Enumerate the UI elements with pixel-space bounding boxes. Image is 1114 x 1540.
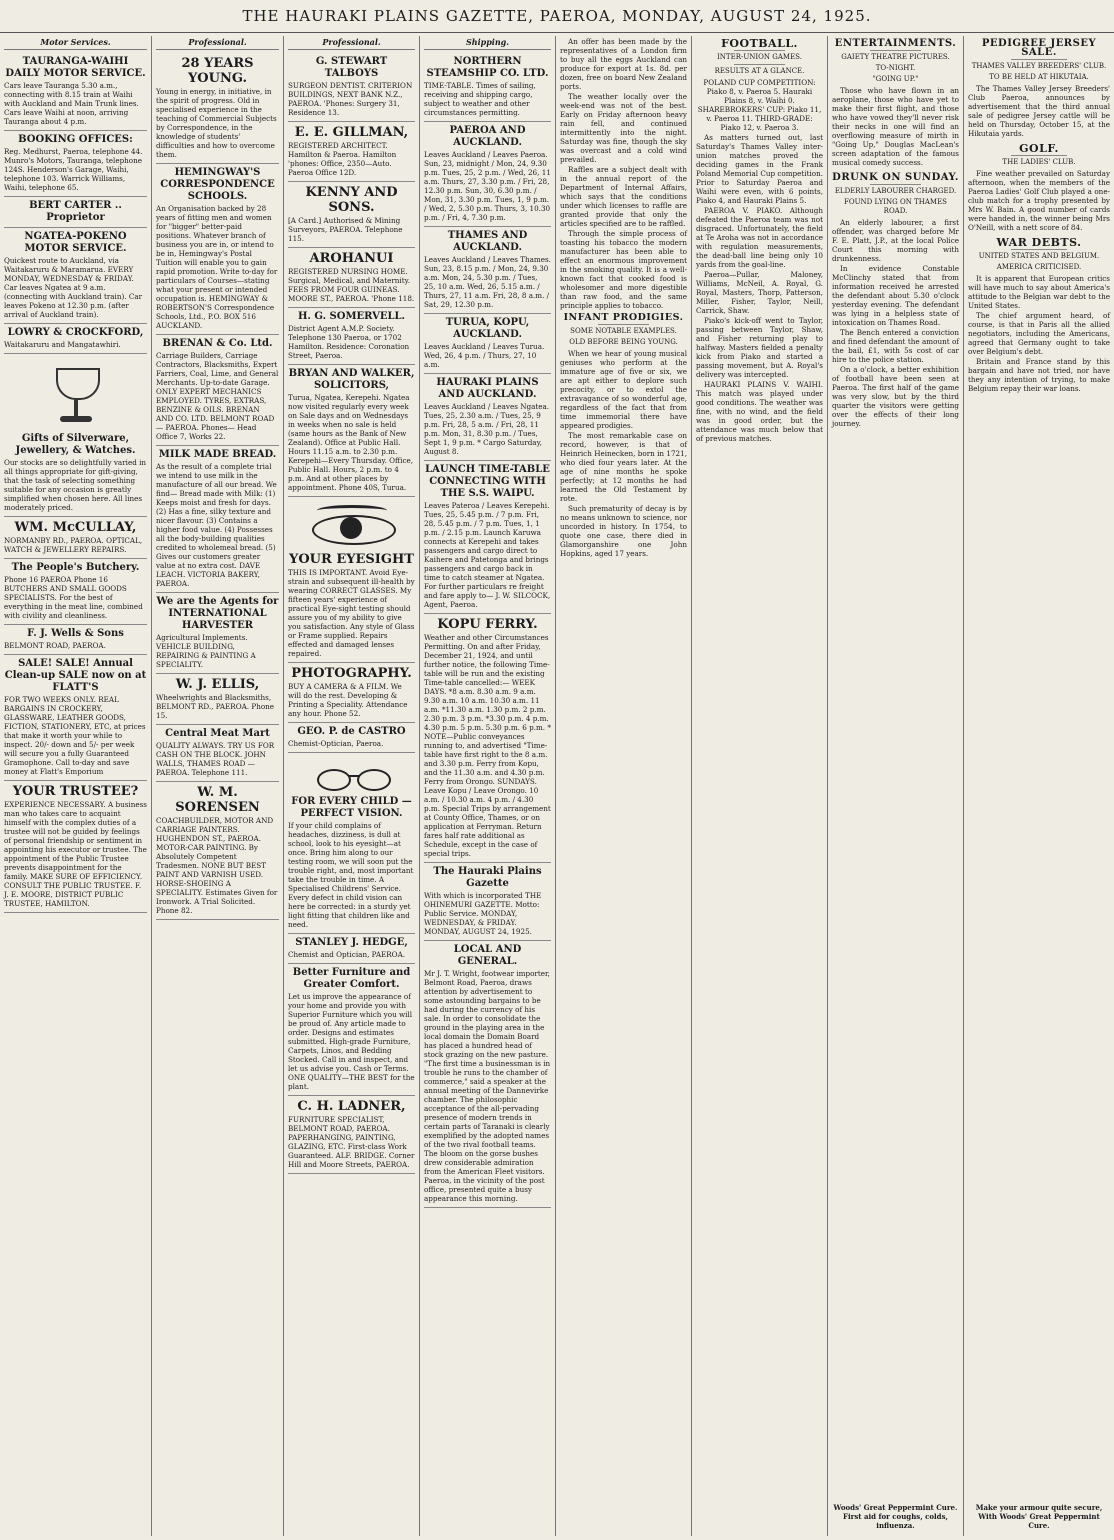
- article-paragraph: The chief argument heard, of course, is that in Paris all the allied negotiators, including the Americans, agreed that Germany ought to take over Belgium's debt.: [968, 311, 1110, 356]
- article-subhead: THE LADIES' CLUB.: [1002, 158, 1076, 166]
- ad-body: Leaves Auckland / Leaves Thames. Sun, 23, 8.15 p.m. / Mon, 24, 9.30 a.m. Mon, 24, 5.30 p.m. / Tues, 25, 10 a.m. Wed, 26, 5.15 a.m. / Thurs, 27, 11 a.m. Fri, 28, 8 a.m. / Sat, 29, 12.30 p.m.: [424, 255, 551, 309]
- article-headline: WAR DEBTS.: [996, 236, 1082, 249]
- column-news-prodigies: [556, 36, 692, 1536]
- advertisement: [156, 446, 279, 593]
- article-paragraph: Raffles are a subject dealt with in the annual report of the Department of Internal Affairs, which says that the conditions under which licenses to raffle are granted provide that only the articles specified are to be raffled.: [560, 165, 687, 228]
- ad-title: PHOTOGRAPHY.: [291, 666, 412, 681]
- ad-body: Turua, Ngatea, Kerepehi. Ngatea now visited regularly every week on Sale days and on Wednesdays in weeks when no sale is held (same hours as the Bank of New Zealand). Office at Public Hall. Hours 11.15 a.m. to 2.30 p.m. Kerepehi—Every Thursday. Office, Public Hall. Hours, 2 p.m. to 4 p.m. And at other places by appointment. Phone 40S, Turua.: [288, 393, 414, 492]
- ad-body: BELMONT ROAD, PAEROA.: [4, 641, 106, 650]
- silverware-icon: [36, 360, 116, 430]
- ad-title: W. J. ELLIS,: [175, 677, 260, 692]
- ad-body: Chemist-Optician, Paeroa.: [288, 739, 384, 748]
- section-head: PEDIGREE JERSEY SALE.: [981, 38, 1097, 58]
- advertisement: [424, 227, 551, 314]
- article-subhead: AMERICA CRITICISED.: [996, 263, 1082, 271]
- ad-title: THAMES AND AUCKLAND.: [447, 230, 528, 253]
- ad-title: C. H. LADNER,: [297, 1099, 406, 1114]
- article-subhead: INTER-UNION GAMES.: [717, 53, 802, 61]
- ad-title: TAURANGA-WAIHI DAILY MOTOR SERVICE.: [5, 56, 146, 79]
- advertisement: [288, 248, 415, 308]
- article-subhead: RESULTS AT A GLANCE.: [714, 67, 805, 75]
- ad-title: LAUNCH TIME-TABLE CONNECTING WITH THE S.S. WAIPU.: [425, 464, 550, 499]
- ad-title: Central Meat Mart: [165, 728, 270, 739]
- advertisement: [288, 308, 415, 365]
- ad-body: SURGEON DENTIST. CRITERION BUILDINGS, NEXT BANK N.Z., PAEROA. 'Phones: Surgery 31, Residence 13.: [288, 81, 413, 117]
- advertisement: [424, 614, 551, 863]
- article-paragraph: HAURAKI PLAINS V. WAIHI. This match was played under good conditions. The weather was fine, with no wind, and the field was in good order, but the attendance was much below that of previous matches.: [696, 380, 823, 443]
- ad-body: Leaves Auckland / Leaves Ngatea. Tues, 25, 2.30 a.m. / Tues, 25, 9 p.m. Fri, 28, 5 a.m. / Fri, 28, 11 p.m. Mon, 31, 8.30 p.m. / Tues, Sept 1, 9 p.m. * Cargo Saturday, August 8.: [424, 402, 550, 456]
- ad-title: BERT CARTER .. Proprietor: [29, 200, 122, 223]
- ad-title: WM. McCULLAY,: [14, 520, 137, 535]
- ad-body: Agricultural Implements. VEHICLE BUILDING, REPAIRING & PAINTING A SPECIALITY.: [156, 633, 256, 669]
- advertisement: [424, 122, 551, 227]
- column-motor-services: [0, 36, 152, 1536]
- ad-body: Chemist and Optician, PAEROA.: [288, 950, 406, 959]
- article-paragraph: It is apparent that European critics will have much to say about America's attitude to the Belgian war debt to the United States.: [968, 274, 1110, 310]
- ad-body: Leaves Pateroa / Leaves Kerepehi. Tues, 25, 5.45 p.m. / 7 p.m. Fri, 28, 5.45 p.m. / 7 p.m. Tues, 1, 1 p.m. / 2.15 p.m. Launch Karuwa connects at Kerepehi and takes passengers and cargo direct to Kaihere and Patetonga and brings passengers and cargo back in time to catch steamer at Ngatea. For further particulars re freight and fare apply to— J. W. SILCOCK, Agent, Paeroa.: [424, 501, 551, 609]
- article-subhead: TO-NIGHT.: [875, 64, 916, 72]
- ad-body: Waitakaruru and Mangatawhiri.: [4, 340, 121, 349]
- ad-body: COACHBUILDER, MOTOR AND CARRIAGE PAINTERS. HUGHENDON ST., PAEROA. MOTOR-CAR PAINTING. By Absolutely Competent Tradesmen. NONE BUT BEST PAINT AND VARNISH USED. HORSE-SHOEING A SPECIALITY. Estimates Given for Ironwork. A Trial Solicited. Phone 82.: [156, 816, 278, 915]
- masthead: THE HAURAKI PLAINS GAZETTE, PAEROA, MONDAY, AUGUST 24, 1925.: [0, 0, 1114, 33]
- article-paragraph: As matters turned out, last Saturday's Thames Valley inter-union matches proved the deciding games in the Frank Poland Memorial Cup competition. Prior to Saturday Paeroa and Waihi were even, with 6 points, Piako 4, and Hauraki Plains 5.: [696, 133, 823, 205]
- ad-body: Wheelwrights and Blacksmiths, BELMONT RD., PAEROA. Phone 15.: [156, 693, 275, 720]
- article-paragraph: Britain and France stand by this bargain and have not tried, nor have they any intention of trying, to make Belgium repay their war loans.: [968, 357, 1110, 393]
- advertisement: [288, 964, 415, 1096]
- ad-body: Our stocks are so delightfully varied in all things appropriate for gift-giving, that the task of selecting something suitable for any occasion is greatly simplified when chosen here. All lines moderately priced.: [4, 458, 147, 512]
- advertisement: [4, 655, 147, 781]
- ad-body: Weather and other Circumstances Permitting. On and after Friday, December 21, 1924, and until further notice, the following Time-table will be run and the existing Time-table cancelled:— WEEK DAYS. *8 a.m. 8.30 a.m. 9 a.m. 9.30 a.m. 10 a.m. 10.30 a.m. 11 a.m. *11.30 a.m. 1.30 p.m. 2 p.m. 2.30 p.m. 3 p.m. *3.30 p.m. 4 p.m. 4.30 p.m. 5 p.m. 5.30 p.m. 6 p.m. * NOTE—Public conveyances running to, and advertised "Time-table have first right to the 8 a.m. and 3.30 p.m. Ferry from Kopu, and the 11.30 a.m. and 4.30 p.m. Ferry from Orongo. SUNDAYS. Leave Kopu / Leave Orongo. 10 a.m. / 10.30 a.m. 4 p.m. / 4.30 p.m. Special Trips by arrangement at County Office, Thames, or on application at Ferryman. Return fares half rate additional as Schedule, except in the case of special trips.: [424, 633, 551, 858]
- advertisement: [156, 335, 279, 446]
- advertisement: [156, 593, 279, 674]
- section-head: Professional.: [156, 36, 279, 50]
- ad-title: W. M. SORENSEN: [175, 785, 260, 815]
- article-paragraph: The weather locally over the week-end was not of the best. Early on Friday afternoon heavy rain fell, and continued intermittently into the night. Saturday was fine, though the sky was overcast and a cold wind prevailed.: [560, 92, 687, 164]
- spectacles-icon: [307, 759, 397, 793]
- ad-title: 28 YEARS YOUNG.: [181, 56, 254, 86]
- advertisement: [156, 53, 279, 164]
- ad-body: EXPERIENCE NECESSARY. A business man who takes care to acquaint himself with the complex duties of a trustee will not be guided by feelings of personal friendship or sentiment in appointing his executor or trustee. The appointment of the Public Trustee prevents disappointment for the family. MAKE SURE OF EFFICIENCY. CONSULT THE PUBLIC TRUSTEE. F. J. E. MOORE, DISTRICT PUBLIC TRUSTEE, HAMILTON.: [4, 800, 147, 908]
- ad-title: KOPU FERRY.: [437, 617, 538, 632]
- ad-body: Cars leave Tauranga 5.30 a.m., connecting with 8.15 train at Waihi with Auckland and Main Trunk lines. Cars leave Waihi at noon, arriving Tauranga about 4 p.m.: [4, 81, 139, 126]
- article-paragraph: The Thames Valley Jersey Breeders' Club Paeroa, announces by advertisement that the third annual sale of pedigree Jersey cattle will be held on Thursday, October 15, at the Hikutaia yards.: [968, 84, 1110, 138]
- advertisement: [424, 461, 551, 614]
- ad-title: LOCAL AND GENERAL.: [453, 944, 522, 967]
- column-entertainments: [828, 36, 964, 1536]
- ad-body: Phone 16 PAEROA Phone 16 BUTCHERS AND SMALL GOODS SPECIALISTS. For the best of everything in the meat line, combined with civility and cleanliness.: [4, 575, 143, 620]
- ad-body: District Agent A.M.P. Society. Telephone 130 Paeroa, or 1702 Hamilton. Residence: Coronation Street, Paeroa.: [288, 324, 410, 360]
- advertisement: [288, 753, 415, 934]
- article-paragraph: PAEROA V. PIAKO. Although defeated the Paeroa team was not disgraced. Unfortunately, the field at Te Aroha was not in accordance with regulation measurements, the dead-ball line being only 10 yards from the goal-line.: [696, 206, 823, 269]
- article-paragraph: Paeroa—Pullar, Maloney, Williams, McNeil, A. Royal, G. Royal, Masters, Thorp, Patterson, Miller, Fisher, Taylor, Neill, Carrick, Shaw.: [696, 270, 823, 315]
- advertisement: [156, 782, 279, 920]
- ad-body: Let us improve the appearance of your home and provide you with Superior Furniture which you will be proud of. Any article made to order. Designs and estimates submitted. High-grade Furniture, Carpets, Linos, and Bedding Stocked. Call in and inspect, and let us advise you. Cash or Terms. ONE QUALITY—THE BEST for the plant.: [288, 992, 415, 1091]
- ad-body: Leaves Auckland / Leaves Paeroa. Sun, 23, midnight / Mon, 24, 9.30 p.m. Tues, 25, 2 p.m. / Wed, 26, 11 a.m. Thurs, 27, 3.30 p.m. / Fri, 28, 12.30 p.m. Sun, 30, 6.30 p.m. / Mon, 31, 3.30 p.m. Tues, 1, 9 p.m. / Wed, 2, 5.30 p.m. Thurs, 3, 10.30 p.m. / Fri, 4, 7.30 p.m.: [424, 150, 551, 222]
- article-paragraph: Through the simple process of toasting his tobacco the modern manufacturer has been able to effect an enormous improvement in the smoking quality. It is a well-known fact that cooked food is wholesomer and more digestible than raw food, and the same principle applies to tobacco.: [560, 229, 687, 310]
- advertisement: [4, 625, 147, 655]
- article-paragraph: In evidence Constable McClinchy stated that from information received he arrested the defendant about 5.30 o'clock yesterday evening. The defendant was lying in a helpless state of intoxication on Thames Road.: [832, 264, 959, 327]
- advertisement: [156, 725, 279, 782]
- column-professional-left: [152, 36, 284, 1536]
- ad-body: Carriage Builders, Carriage Contractors, Blacksmiths, Expert Farriers, Coal, Lime, and General Merchants. Up-to-date Garage. ONLY EXPERT MECHANICS EMPLOYED. TYRES, EXTRAS, BENZINE & OILS. BRENAN AND CO. LTD. BELMONT ROAD — PAEROA. Phones— Head Office 7, Works 22.: [156, 351, 279, 441]
- advertisement: [424, 941, 551, 1208]
- article-subhead: FOUND LYING ON THAMES ROAD.: [844, 198, 947, 215]
- ad-title: Better Furniture and Greater Comfort.: [292, 967, 411, 990]
- ad-title: LOWRY & CROCKFORD,: [7, 327, 144, 338]
- ad-title: BRENAN & Co. Ltd.: [162, 338, 273, 349]
- article-subhead: GAIETY THEATRE PICTURES.: [841, 53, 950, 61]
- ad-title: The People's Butchery.: [11, 562, 140, 573]
- article-subhead: OLD BEFORE BEING YOUNG.: [569, 338, 678, 346]
- advertisement: [4, 228, 147, 324]
- advertisement: [424, 863, 551, 941]
- advertisement: [424, 374, 551, 461]
- ad-title: STANLEY J. HEDGE,: [295, 937, 408, 948]
- ad-title: AROHANUI: [309, 251, 394, 266]
- article-paragraph: Those who have flown in an aeroplane, those who have yet to make their first flight, and those who have vowed they'll never risk their necks in one will find an overflowing measure of mirth in "Going Up," Douglas MacLean's screen adaptation of the famous musical comedy success.: [832, 86, 959, 167]
- advertisement: [288, 663, 415, 723]
- column-shipping: [420, 36, 556, 1536]
- advertisement: [288, 934, 415, 964]
- ad-title: NORTHERN STEAMSHIP CO. LTD.: [426, 56, 549, 79]
- ad-body: [A Card.] Authorised & Mining Surveyors, PAEROA. Telephone 115.: [288, 216, 403, 243]
- advertisement: [288, 182, 415, 248]
- article-paragraph: The most remarkable case on record, however, is that of Heinrich Heinecken, born in 1721, who died four years later. At the age of nine months he spoke perfectly; at 12 months he had learned the Old Testament by rote.: [560, 431, 687, 503]
- section-head: Motor Services.: [4, 36, 147, 50]
- ad-title: HEMINGWAY'S CORRESPONDENCE SCHOOLS.: [160, 167, 275, 202]
- ad-body: With which is incorporated THE OHINEMURI GAZETTE. Motto: Public Service. MONDAY, WEDNESDAY, & FRIDAY. MONDAY, AUGUST 24, 1925.: [424, 891, 542, 936]
- article-paragraph: Piako's kick-off went to Taylor, passing between Taylor, Shaw, and Fisher returning play to halfway. Masters fielded a penalty kick from Piako and started a passing movement, but A. Royal's delivery was intercepted.: [696, 316, 823, 379]
- ad-body: Young in energy, in initiative, in the spirit of progress. Old in specialised experience in the teaching of Commercial Subjects by Correspondence, in the knowledge of students' difficulties and how to overcome them.: [156, 87, 277, 159]
- ad-body: TIME-TABLE. Times of sailing, receiving and shipping cargo, subject to weather and other circumstances permitting.: [424, 81, 536, 117]
- article-headline: GOLF.: [1019, 142, 1059, 155]
- advertisement: [424, 314, 551, 374]
- ad-title: The Hauraki Plains Gazette: [433, 866, 542, 889]
- article-headline: DRUNK ON SUNDAY.: [832, 172, 959, 183]
- article-paragraph: Fine weather prevailed on Saturday afternoon, when the members of the Paeroa Ladies' Golf Club played a one-club match for a trophy presented by Mrs W. Bain. A good number of cards were handed in, the winner being Mrs O'Neill, with a nett score of 84.: [968, 169, 1110, 232]
- advertisement: [4, 781, 147, 913]
- eye-icon: [307, 503, 397, 549]
- article-subhead: THAMES VALLEY BREEDERS' CLUB.: [971, 62, 1107, 70]
- ad-title: We are the Agents for INTERNATIONAL HARVESTER: [156, 596, 279, 631]
- article-subhead: ELDERLY LABOURER CHARGED.: [834, 187, 957, 195]
- advertisement: [424, 53, 551, 122]
- ad-body: FURNITURE SPECIALIST, BELMONT ROAD, PAEROA. PAPERHANGING, PAINTING, GLAZING, ETC. First-class Work Guaranteed. ALF. BRIDGE. Corner Hill and Moore Streets, PAEROA.: [288, 1115, 415, 1169]
- ad-title: SALE! SALE! Annual Clean-up SALE now on at FLATT'S: [4, 658, 147, 693]
- advertisement: [4, 197, 147, 228]
- ad-title: BOOKING OFFICES:: [18, 134, 133, 145]
- ad-title: H. G. SOMERVELL.: [297, 311, 406, 322]
- article-subhead: UNITED STATES AND BELGIUM.: [978, 252, 1100, 260]
- ad-title: BRYAN AND WALKER, SOLICITORS,: [288, 368, 415, 391]
- advertisement: [4, 131, 147, 197]
- ad-title: HAURAKI PLAINS AND AUCKLAND.: [436, 377, 539, 400]
- article-paragraph: When we hear of young musical geniuses who perform at the immature age of five or six, we are apt either to deplore such precocity, or to extol the extravagance of so wonderful age, regardless of the fact that from time immemorial there have appeared prodigies.: [560, 349, 687, 430]
- article-paragraph: On a o'clock, a better exhibition of football have been seen at Paeroa. The first half of the game was very slow, but by the third quarter the visitors were getting over the effects of their long journey.: [832, 365, 959, 428]
- ad-title: PAEROA AND AUCKLAND.: [449, 125, 526, 148]
- ad-body: FOR TWO WEEKS ONLY. REAL BARGAINS IN CROCKERY, GLASSWARE, LEATHER GOODS, FICTION, STATIONERY, ETC, at prices that make it worth your while to inspect. 20/- down and 5/- per week will secure you a fully Guaranteed Gramophone. Call to-day and save money at Flatt's Emporium: [4, 695, 146, 776]
- ad-title: KENNY AND SONS.: [305, 185, 398, 215]
- footer-ad: Woods' Great Peppermint Cure. First aid for coughs, colds, influenza.: [833, 1503, 958, 1530]
- advertisement: [4, 53, 147, 131]
- ad-title: MILK MADE BREAD.: [158, 449, 277, 460]
- ad-body: Leaves Auckland / Leaves Turua. Wed, 26, 4 p.m. / Thurs, 27, 10 a.m.: [424, 342, 545, 369]
- article-subhead: "GOING UP.": [872, 75, 919, 83]
- results-list: POLAND CUP COMPETITION: Piako 8, v. Paeroa 5. Hauraki Plains 8, v. Waihi 0. SHAREBROKERS' CUP: Piako 11, v. Paeroa 11. THIRD-GRADE: Piako 12, v. Paeroa 3.: [697, 78, 822, 132]
- ad-body: QUALITY ALWAYS. TRY US FOR CASH ON THE BLOCK. JOHN WALLS, THAMES ROAD — PAEROA. Telephone 111.: [156, 741, 275, 777]
- ad-body: As the result of a complete trial we intend to use milk in the manufacture of all our bread. We find— Bread made with Milk: (1) Keeps moist and fresh for days. (2) Has a fine, silky texture and nicer flavour. (3) Contains a higher food value. (4) Possesses all the body-building qualities credited to wholemeal bread. (5) Gives our customers greater value at no extra cost. DAVE LEACH. VICTORIA BAKERY, PAEROA.: [156, 462, 277, 588]
- column-football: [692, 36, 828, 1536]
- section-head: Professional.: [288, 36, 415, 50]
- advertisement: [288, 497, 415, 663]
- advertisement: [4, 354, 147, 517]
- article-headline: INFANT PRODIGIES.: [563, 312, 684, 323]
- footer-ad: Make your armour quite secure, With Woods' Great Peppermint Cure.: [975, 1503, 1103, 1530]
- ad-body: THIS IS IMPORTANT. Avoid Eye-strain and subsequent ill-health by wearing CORRECT GLASSES. My fifteen years' experience of practical Eye-sight testing should assure you of my ability to give you satisfaction. Any style of Glass or Frame supplied. Repairs effected and damaged lenses repaired.: [288, 568, 415, 658]
- article-subhead: SOME NOTABLE EXAMPLES.: [570, 327, 677, 335]
- ad-body: Reg. Medhurst, Paeroa, telephone 44. Munro's Motors, Tauranga, telephone 124S. Henderson's Garage, Waihi, telephone 103. Warrick Williams, Waihi, telephone 65.: [4, 147, 143, 192]
- ad-body: NORMANBY RD., PAEROA. OPTICAL, WATCH & JEWELLERY REPAIRS.: [4, 536, 143, 554]
- ad-body: REGISTERED ARCHITECT. Hamilton & Paeroa. Hamilton 'phones: Office, 2350—Auto. Paeroa Office 12D.: [288, 141, 397, 177]
- advertisement: [288, 53, 415, 122]
- ad-title: E. E. GILLMAN,: [294, 125, 409, 140]
- ad-title: Gifts of Silverware, Jewellery, & Watches.: [15, 433, 136, 456]
- ad-title: GEO. P. de CASTRO: [297, 726, 406, 737]
- advertisement: [288, 365, 415, 497]
- ad-title: NGATEA-POKENO MOTOR SERVICE.: [24, 231, 127, 254]
- advertisement: [156, 674, 279, 725]
- advertisement: [4, 559, 147, 625]
- advertisement: [288, 122, 415, 182]
- advertisement: [288, 723, 415, 753]
- advertisement: [156, 164, 279, 335]
- advertisement: [4, 324, 147, 354]
- ad-body: An Organisation backed by 28 years of fitting men and women for "bigger" better-paid positions. Whatever branch of business you are in, or intend to be in, Hemingway's Postal Tuition will enable you to gain rapid promotion. Write to-day for particulars of Courses—stating what your present or intended occupation is. HEMINGWAY & ROBERTSON'S Correspondence Schools, Ltd., P.O. BOX 516 AUCKLAND.: [156, 204, 278, 330]
- article-paragraph: Such prematurity of decay is by no means unknown to science, nor uncorded in history. In 1754, to quote one case, there died in Glamorganshire one John Hopkins, aged 17 years.: [560, 504, 687, 558]
- section-head: Shipping.: [424, 36, 551, 50]
- article-paragraph: An offer has been made by the representatives of a London firm to buy all the eggs Auckland can produce for export at 1s. 8d. per dozen, free on board New Zealand ports.: [560, 37, 687, 91]
- advertisement: [288, 1096, 415, 1174]
- ad-body: Mr J. T. Wright, footwear importer, Belmont Road, Paeroa, draws attention by advertisement to some astounding bargains to be had during the currency of his sale. In order to consolidate the ground in the playing area in the local domain the Domain Board has placed a hundred head of stock grazing on the new pasture. "The first time a businessman is in trouble he runs to the chamber of commerce," said a speaker at the annual meeting of the Dannevirke chamber. The philosophic acceptance of the all-pervading presence of modern trends in certain parts of Taranaki is clearly exemplified by the adopted names of the two rival football teams. The bloom on the gorse bushes drew considerable admiration from the American Fleet visitors. Paeroa, in the vicinity of the post office, presented quite a busy appearance this morning.: [424, 969, 551, 1203]
- column-jersey-golf-war-debts: [964, 36, 1114, 1536]
- ad-title: G. STEWART TALBOYS: [315, 56, 388, 79]
- ad-title: YOUR EYESIGHT: [289, 552, 414, 567]
- ad-title: TURUA, KOPU, AUCKLAND.: [445, 317, 530, 340]
- ad-title: YOUR TRUSTEE?: [12, 784, 139, 799]
- ad-title: F. J. Wells & Sons: [27, 628, 124, 639]
- article-paragraph: The Bench entered a conviction and fined defendant the amount of the bail, £1, with 5s cost of car hire to the police station.: [832, 328, 959, 364]
- ad-body: If your child complains of headaches, dizziness, is dull at school, look to his eyesight—at once. Bring him along to our testing room, we will soon put the trouble right, and, most important take the trouble in time. A Specialised Childrens' Service. Every defect in child vision can here be corrected: in a sturdy yet light fitting that children like and need.: [288, 821, 414, 929]
- ad-body: Quickest route to Auckland, via Waitakaruru & Maramarua. EVERY MONDAY, WEDNESDAY & FRIDAY. Car leaves Ngatea at 9 a.m. (connecting with Auckland train). Car leaves Pokeno at 12.30 p.m. (after arrival of Auckland train).: [4, 256, 143, 319]
- ad-body: REGISTERED NURSING HOME. Surgical, Medical, and Maternity. FEES FROM FOUR GUINEAS. MOORE ST., PAEROA. 'Phone 118.: [288, 267, 415, 303]
- column-professional-right: [284, 36, 420, 1536]
- section-head: ENTERTAINMENTS.: [834, 38, 957, 49]
- advertisement: [4, 517, 147, 559]
- article-subhead: TO BE HELD AT HIKUTAIA.: [989, 73, 1089, 81]
- ad-title: FOR EVERY CHILD —PERFECT VISION.: [291, 796, 412, 819]
- article-paragraph: An elderly labourer, a first offender, was charged before Mr F. E. Platt, J.P., at the local Police Court this morning with drunkenness.: [832, 218, 959, 263]
- ad-body: BUY A CAMERA & A FILM. We will do the rest. Developing & Printing a Speciality. Attendance any hour. Phone 52.: [288, 682, 408, 718]
- article-headline: FOOTBALL.: [721, 37, 798, 50]
